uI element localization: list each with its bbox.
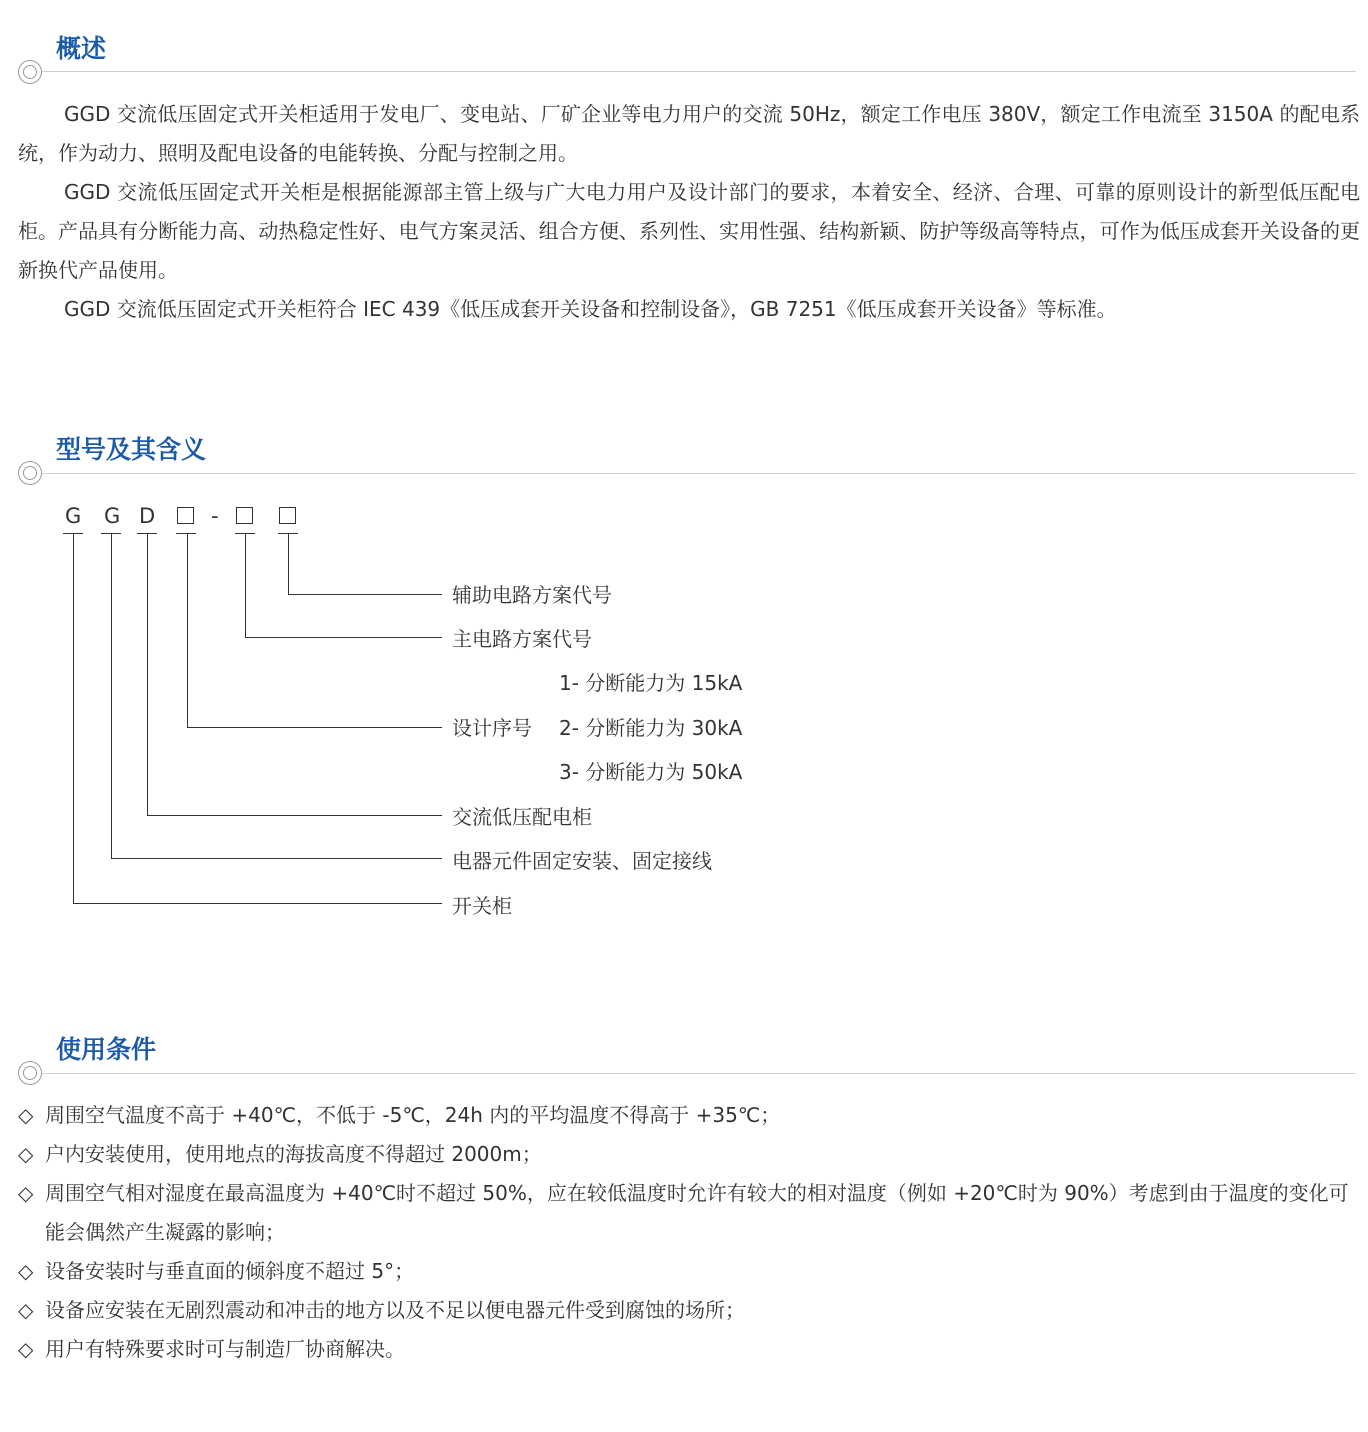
tick-serial — [176, 533, 196, 534]
model-letter-d: D — [139, 504, 156, 528]
leader-vertical-main — [245, 533, 246, 637]
label-option-1: 1- 分断能力为 15kA — [559, 671, 743, 695]
leader-vertical-d — [147, 533, 148, 815]
label-ac-lv-cabinet: 交流低压配电柜 — [452, 805, 592, 829]
overview-paragraph-2: GGD 交流低压固定式开关柜是根据能源部主管上级与广大电力用户及设计部门的要求，本着安全、经济、合理、可靠的原则设计的新型低压配电柜。产品具有分断能力高、动热稳定性好、电气方案灵活、组合方便、系列性、实用性强、结构新颖、防护等级高等特点，可作为低压成套开关设备的更新换代产品使用。 — [18, 180, 1360, 282]
list-item — [18, 1135, 1364, 1174]
leader-horizontal-g1 — [73, 903, 442, 904]
leader-horizontal-d — [147, 815, 442, 816]
model-letter-g1: G — [65, 504, 82, 528]
design-serial-box-icon — [177, 507, 194, 524]
label-option-2: 2- 分断能力为 30kA — [559, 716, 743, 740]
overview-title: 概述 — [56, 34, 107, 63]
label-fixed-install: 电器元件固定安装、固定接线 — [452, 849, 712, 873]
label-main-circuit: 主电路方案代号 — [452, 627, 592, 651]
overview-paragraph-1: GGD 交流低压固定式开关柜适用于发电厂、变电站、厂矿企业等电力用户的交流 50Hz，额定工作电压 380V，额定工作电流至 3150A 的配电系统，作为动力、照明及配电设备的电能转换、分配与控制之用。 — [18, 102, 1360, 165]
label-aux-circuit: 辅助电路方案代号 — [452, 583, 612, 607]
conditions-list — [18, 1096, 1364, 1369]
condition-text: 设备安装时与垂直面的倾斜度不超过 5°； — [45, 1259, 415, 1283]
diamond-bullet-icon: ◇ — [18, 1337, 34, 1361]
ring-bullet-icon — [18, 1061, 42, 1085]
model-dash: - — [211, 504, 219, 528]
condition-text: 用户有特殊要求时可与制造厂协商解决。 — [45, 1337, 405, 1361]
label-option-3: 3- 分断能力为 50kA — [559, 760, 743, 784]
ring-bullet-icon — [18, 461, 42, 485]
overview-paragraph-3: GGD 交流低压固定式开关柜符合 IEC 439《低压成套开关设备和控制设备》，GB 7251《低压成套开关设备》等标准。 — [64, 297, 1117, 321]
leader-vertical-g2 — [111, 533, 112, 858]
condition-text: 户内安装使用，使用地点的海拔高度不得超过 2000m； — [45, 1142, 542, 1166]
condition-text: 周围空气温度不高于 +40℃，不低于 -5℃，24h 内的平均温度不得高于 +35℃； — [45, 1103, 781, 1127]
leader-horizontal-main — [245, 637, 442, 638]
aux-circuit-box-icon — [279, 507, 296, 524]
ring-bullet-icon — [18, 60, 42, 84]
leader-vertical-serial — [187, 533, 188, 727]
diamond-bullet-icon: ◇ — [18, 1142, 34, 1166]
leader-vertical-g1 — [73, 533, 74, 903]
condition-text: 设备应安装在无剧烈震动和冲击的地方以及不足以便电器元件受到腐蚀的场所； — [45, 1298, 745, 1322]
list-item — [18, 1096, 1364, 1135]
model-divider — [30, 473, 1356, 474]
leader-vertical-aux — [288, 533, 289, 594]
label-design-serial: 设计序号 — [452, 716, 532, 740]
leader-horizontal-aux — [288, 594, 442, 595]
model-title: 型号及其含义 — [56, 435, 207, 464]
diamond-bullet-icon: ◇ — [18, 1298, 34, 1322]
leader-horizontal-serial — [187, 727, 442, 728]
list-item — [18, 1291, 1364, 1330]
overview-divider — [30, 71, 1356, 72]
list-item — [18, 1252, 1364, 1291]
diamond-bullet-icon: ◇ — [18, 1259, 34, 1283]
model-letter-g2: G — [104, 504, 121, 528]
conditions-divider — [30, 1073, 1356, 1074]
label-switch-cabinet: 开关柜 — [452, 894, 512, 918]
list-item — [18, 1174, 1364, 1252]
leader-horizontal-g2 — [111, 858, 442, 859]
diamond-bullet-icon: ◇ — [18, 1181, 34, 1205]
conditions-title: 使用条件 — [56, 1035, 157, 1064]
diamond-bullet-icon: ◇ — [18, 1103, 34, 1127]
main-circuit-box-icon — [236, 507, 253, 524]
condition-text: 周围空气相对湿度在最高温度为 +40℃时不超过 50%，应在较低温度时允许有较大的相对温度（例如 +20℃时为 90%）考虑到由于温度的变化可能会偶然产生凝露的影响； — [45, 1181, 1349, 1244]
list-item — [18, 1330, 1364, 1369]
